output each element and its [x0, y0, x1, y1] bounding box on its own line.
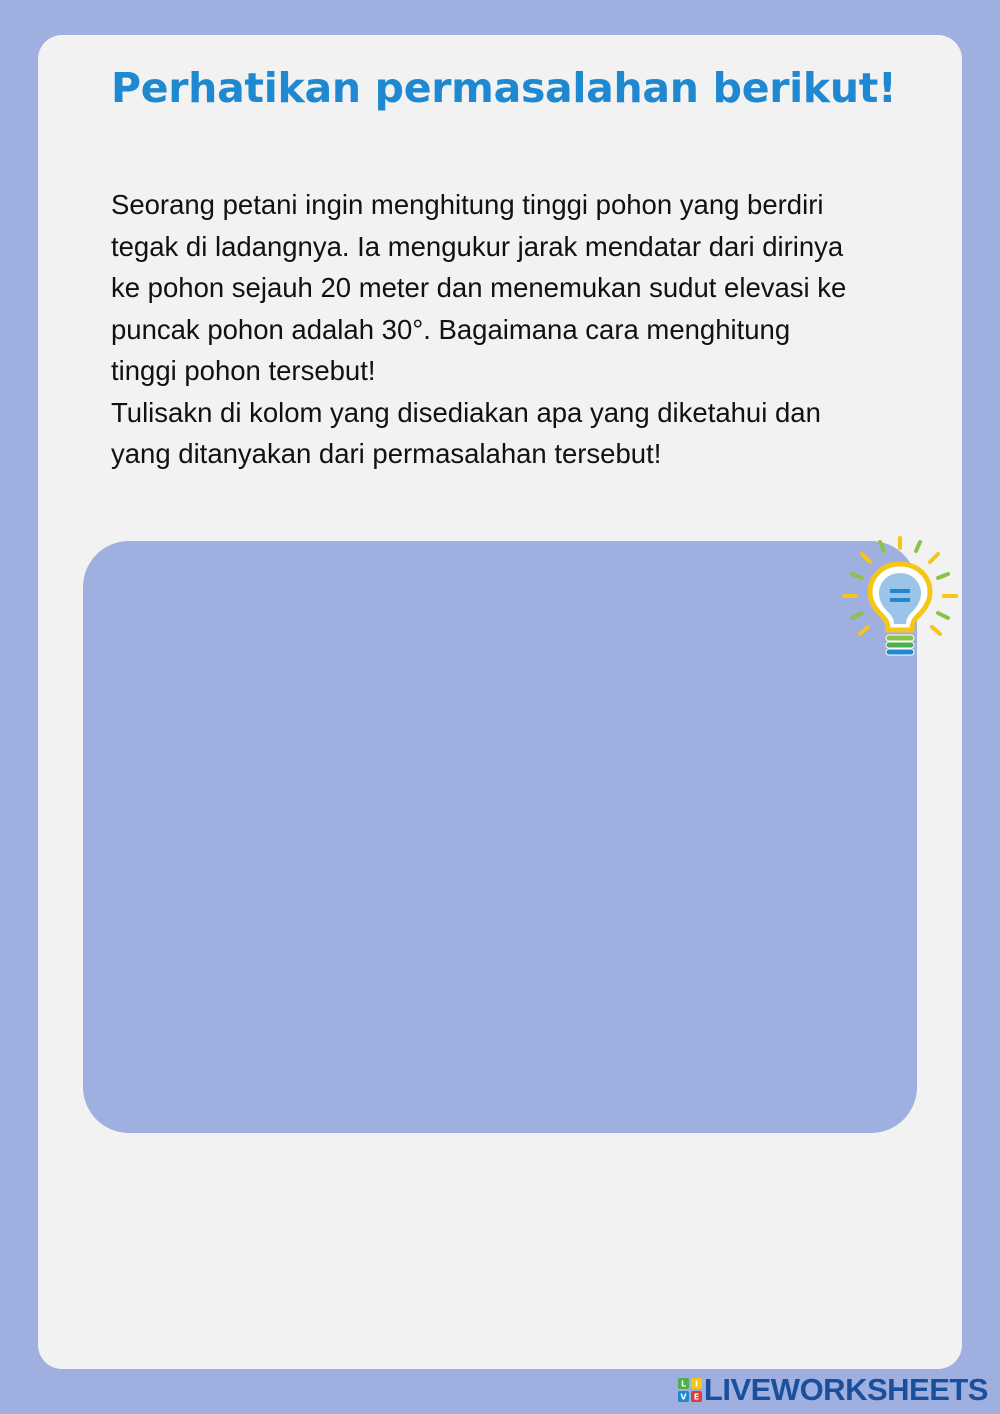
liveworksheets-brand	[678, 1374, 988, 1406]
problem-text	[111, 184, 931, 475]
brand-text: LIVEWORKSHEETS	[703, 1372, 988, 1407]
instruction-line: Tulisakn di kolom yang disediakan apa yang diketahui dan	[111, 396, 821, 428]
problem-line: ke pohon sejauh 20 meter dan menemukan sudut elevasi ke	[111, 272, 847, 303]
instruction-line: yang ditanyakan dari permasalahan tersebut!	[111, 438, 662, 469]
logo-letter: E	[693, 1392, 700, 1402]
problem-line: tinggi pohon tersebut!	[111, 355, 376, 386]
answer-text-box[interactable]	[83, 541, 917, 1133]
problem-line: puncak pohon adalah 30°. Bagaimana cara menghitung	[111, 313, 791, 345]
logo-letter: L	[680, 1379, 686, 1389]
liveworksheets-logo-icon	[678, 1378, 702, 1402]
problem-line: tegak di ladangnya. Ia mengukur jarak mendatar dari dirinya	[111, 230, 844, 262]
logo-letter: I	[694, 1379, 698, 1389]
logo-letter: V	[680, 1392, 687, 1402]
problem-line: Seorang petani ingin menghitung tinggi pohon yang berdiri	[111, 189, 824, 220]
lightbulb-icon	[838, 534, 962, 662]
page-title: Perhatikan permasalahan berikut!	[111, 64, 897, 112]
